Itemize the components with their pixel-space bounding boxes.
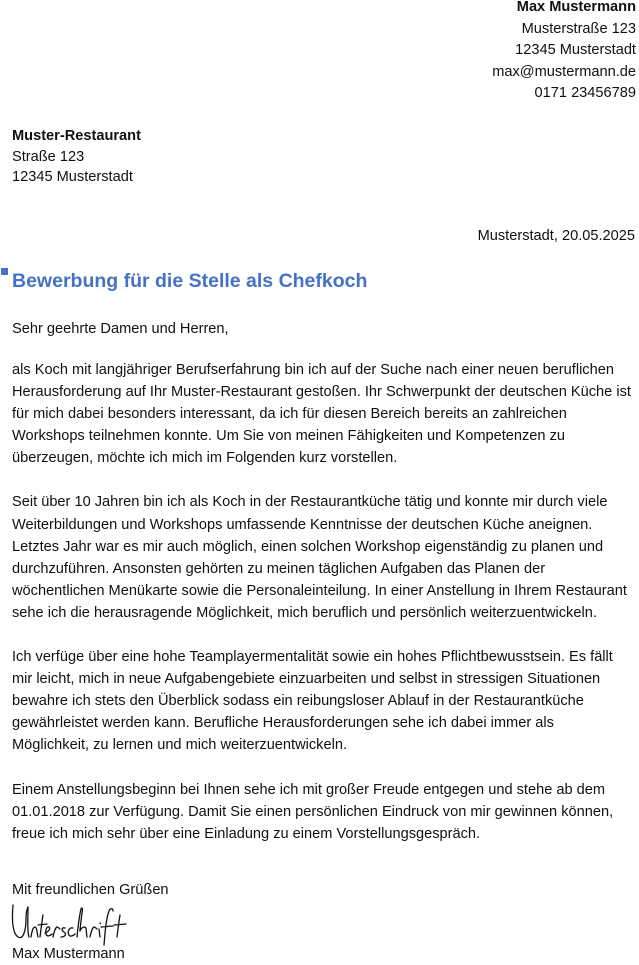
- body-paragraph: Einem Anstellungsbeginn bei Ihnen sehe ich mit großer Freude entgegen und stehe ab dem 01.01.2018 zur Verfügung. Damit Sie einen persönlichen Eindruck von mir gewinnen können, freue ich mich sehr über eine Einladung zu einem Vorstellungsgespräch.: [12, 781, 614, 842]
- signer-name: Max Mustermann: [12, 946, 125, 962]
- subject-marker: [1, 268, 8, 275]
- letter-date: Musterstadt, 20.05.2025: [477, 228, 635, 244]
- letter-body: [12, 359, 634, 867]
- body-paragraph: Seit über 10 Jahren bin ich als Koch in der Restaurantküche tätig und konnte mir durch viele Weiterbildungen und Workshops umfassende Kenntnisse der deutschen Küche aneignen. Letztes Jahr war es mir auch möglich, einen solchen Workshop eigenständig zu planen und durchzuführen. Ansonsten gehörten zu meinen täglichen Aufgaben das Planen der wöchentlichen Menükarte sowie die Personaleinteilung. In einer Anstellung in Ihrem Restaurant sehe ich die herausragende Möglichkeit, mich beruflich und persönlich weiterzuentwickeln.: [12, 494, 627, 621]
- sender-city: 12345 Musterstadt: [515, 42, 636, 59]
- sender-email: max@mustermann.de: [492, 63, 636, 80]
- letter-subject: Bewerbung für die Stelle als Chefkoch: [12, 270, 368, 292]
- body-paragraph: als Koch mit langjähriger Berufserfahrung bin ich auf der Suche nach einer neuen beruflichen Herausforderung auf Ihr Muster-Restaurant gestoßen. Ihr Schwerpunkt der deutschen Küche ist für mich dabei besonders interessant, da ich für diesen Bereich bereits an zahlreichen Workshops teilnehmen konnte. Um Sie von meinen Fähigkeiten und Kompetenzen zu überzeugen, möchte ich mich im Folgenden kurz vorstellen.: [12, 362, 631, 467]
- recipient-city: 12345 Musterstadt: [12, 169, 133, 185]
- sender-name: Max Mustermann: [516, 0, 636, 15]
- sender-phone: 0171 23456789: [534, 85, 636, 102]
- handwritten-signature: [10, 899, 138, 949]
- salutation: Sehr geehrte Damen und Herren,: [12, 321, 229, 337]
- sender-street: Musterstraße 123: [521, 20, 636, 37]
- recipient-address-block: [12, 126, 141, 188]
- body-paragraph: Ich verfüge über eine hohe Teamplayermentalität sowie ein hohes Pflichtbewusstsein. Es fällt mir leicht, mich in neue Aufgabengebiete einzuarbeiten und selbst in stressigen Situationen bewahre ich stets den Überblick sodass ein reibungsloser Ablauf in der Restaurantküche gewährleistet werden kann. Berufliche Herausforderungen sehe ich dabei immer als Möglichkeit, zu lernen und mich weiterzuentwickeln.: [12, 649, 613, 754]
- recipient-company: Muster-Restaurant: [12, 128, 141, 144]
- sender-address-block: [492, 0, 636, 105]
- recipient-street: Straße 123: [12, 148, 85, 165]
- closing-phrase: Mit freundlichen Grüßen: [12, 882, 169, 898]
